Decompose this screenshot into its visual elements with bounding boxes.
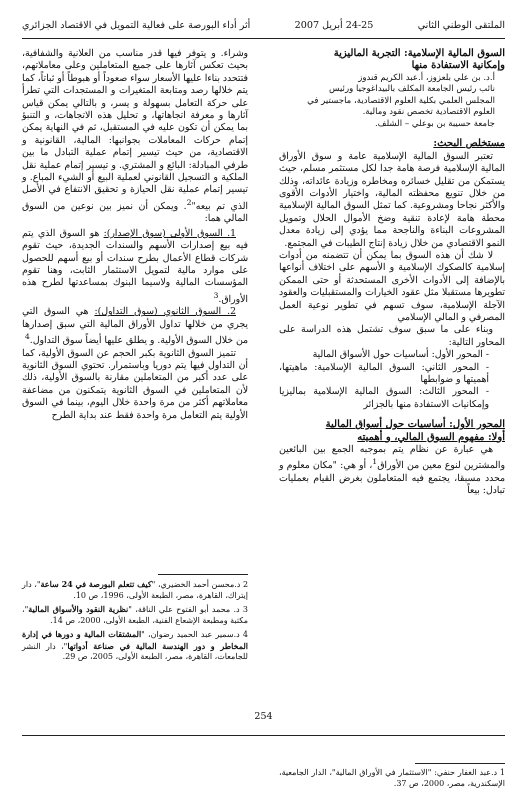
footnote-4-title: المشتقات المالية و دورها في إدارة المخاطر و دور الهندسة المالية في صناعة أدواتها [22,629,248,651]
author-role-2: المجلس العلمي بكلية العلوم الاقتصادية، ماجستير في [307,95,495,106]
footnote-3-title: نظرية النقود والأسواق المالية [28,604,129,614]
footnote-2 [22,579,248,601]
left-column [22,48,249,661]
footnote-4-c: "، دار النشر للجامعات، القاهرة، مصر، الطبعة الأولى، 2005، ص 29. [22,641,248,661]
axis-item-1: - المحور الأول: أساسيات حول الأسواق المالية [312,349,489,361]
section-1-text-a: هي عبارة عن نظام يتم بموجبه الجمع بين البائعين والمشترين لنوع معين من الأوراق [279,444,506,472]
section-1-paragraph [279,444,505,498]
abstract-paragraph-3: وبناء على ما سبق سوف تشتمل هذه الدراسة على المحاور التالية: [279,324,505,348]
article-subtitle: وإمكانية الاستفادة منها [411,60,505,72]
market-type-2-text: هي السوق التي يجري من خلالها تداول الأوراق المالية التي سبق إصدارها من خلال السوق الأولية. و يطلق عليها أيضاً سوق التداول. [22,306,248,347]
header-conference: الملتقى الوطني الثاني [417,20,505,31]
axis-item-3: - المحور الثالث: السوق المالية الإسلامية بماليزيا وإمكانيات الاستفادة منها بالجزائر [279,386,489,410]
footer-divider [22,735,505,736]
market-type-2-label: 2. السوق الثانوي (سوق التداول): [94,306,236,318]
footnote-ref-1: 1 [372,457,378,467]
section-1-subheading: أولا: مفهوم السوق المالي، و أهميته [357,431,505,443]
header-divider [22,38,505,39]
footnote-3-a: 3 د. محمد أبو الفتوح علي الناقة، " [128,605,248,614]
footnote-3 [22,604,248,626]
header-dates: 24-25 أبريل 2007 [294,20,374,31]
left-paragraph-2: تتميز السوق الثانوية بكبر الحجم عن السوق الأولية، كما أن التداول فيها يتم دوريا وباستمرار. تحتوي السوق الثانوية على عدد أكبر من المتعاملين مقارنة بالسوق الأولية، ذلك لأن المتعاملين في السوق الثانوية يتمكنون من مضاعفة معاملاتهم أكثر من مرة واحدة خلال اليوم، بينما في السوق الأولية يتم التعامل مرة واحدة فقط عند بداية الطرح [22,347,248,421]
section-1-heading: المحور الأول: أساسيات حول أسواق المالية [325,419,505,431]
market-type-1-label: 1. السوق الأولى (سوق الإصدار): [103,227,236,239]
running-header [22,20,505,40]
header-topic: أثر أداء البورصة على فعالية التمويل في الاقتصاد الجزائري [22,20,251,31]
footnote-4-a: 4 د.سمير عبد الحميد رضوان، " [141,630,248,639]
author-role-3: العلوم الاقتصادية تخصص نقود ومالية. [362,107,495,118]
market-type-2 [22,306,248,347]
footnote-divider [415,763,505,764]
article-title: السوق المالية الإسلامية: التجربة الماليزية [333,48,505,59]
footnote-2-a: 2 د.محسن أحمد الخضيري، " [151,580,249,589]
author-affiliation: جامعة حسيبة بن بوعلي – الشلف. [374,118,495,129]
footnote-2-title: كيف تتعلم البورصة في 24 ساعة [40,579,152,589]
footnote-2-c: "، دار إيتراك، القاهرة، مصر، الطبعة الأولى، 1996، ص 10. [22,580,248,600]
right-column [279,48,506,788]
footnote-ref-3: 3 [213,290,219,300]
page-number: 254 [254,711,273,722]
author-block [279,73,505,131]
abstract-paragraph-1: تعتبر السوق المالية الإسلامية عامة و سوق الأوراق المالية الإسلامية فرصة هامة جدا لكل مستثمر مسلم، حيث يستمكن من تقليل خسائره ومخاطره وزيادة عائداته، وذلك من خلال تنويع محفظته المالية، واختيار الأدوات الأقوى والأكثر نجاحا ومشروعية. كما تمثل السوق المالية الإسلامية محطة هامة لإعادة تنقية وضخ الأموال الحلال وتمويل المشروعات البناءة والناجحة مما يؤدي إلى زيادة معدل النمو الاقتصادي من خلال زيادة إنتاج الطيبات في المجتمع. [279,150,505,249]
footnote-3-c: "، مكتبة ومطبعة الإشعاع الفنية، الطبعة الأولى، 2000، ص 14. [22,605,248,625]
abstract-heading: مستخلص البحث: [433,138,505,150]
right-footnotes [279,753,505,792]
author-role-1: نائب رئيس الجامعة المكلف بالبيداغوجيا ورئيس [329,84,495,95]
market-type-1 [22,228,248,307]
section-1-text-b: ، أو هي: "مكان معلوم و محدد مسبقا، يجتمع فيه المتعاملون بغرض القيام بعمليات تبادل: بيعاً [279,460,505,497]
axes-list [279,349,505,411]
market-type-1-text: هو السوق الذي يتم فيه بيع إصدارات الأسهم والسندات الجديدة، حيث تقوم شركات قطاع الأعمال بطرح سندات أو بيع أسهم للحصول على موارد مالية لتمويل الاستثمار الثابت، وهنا تقوم المؤسسات المالية ولاسيما البنوك بمساعدتها لطرح هذه الأوراق. [22,227,248,305]
author-names: أ.د. بن علي بلعزوز، أ.عبد الكريم قندوز [358,72,495,83]
footnote-divider-left [158,574,248,575]
abstract-paragraph-2: لا شك أن هذه السوق بما يمكن أن تتضمنه من أدوات إسلامية كالصكوك الإسلامية و الأسهم على اختلاف أنواعها بالإضافة إلى الأدوات الأخرى المستحدثة أو حتى الممكن تطويرها مستقبلا مثل عقود الخيارات والمستقبليات والعقود الآجلة الإسلامية، سوف تسهم في تطوير نوعية العمل المصرفي و المالي الإسلامي [279,249,505,323]
left-paragraph-1-end: . ويمكن أن نميز بين نوعين من السوق المالي هما: [22,200,248,225]
left-paragraph-1 [22,48,248,226]
footnote-ref-4: 4 [24,332,30,342]
left-footnotes [22,564,248,666]
footnote-ref-2: 2 [186,197,192,207]
axis-item-2: - المحور الثاني: السوق المالية الإسلامية: ماهيتها، أهميتها و ضوابطها [279,361,489,386]
footnote-4 [22,629,248,663]
left-paragraph-1-text: وشراء. و يتوفر فيها قدر مناسب من العلانية والشفافية، بحيث تعكس آثارها على جميع المتعاملين وعلى معاملاتهم، فتتحدد بناءا عليها الأسعار سواء صعوداً أو هبوطاً أو ثباتاً، كما يتم خلالها رصد ومتابعة المتغيرات و المستجدات التي تطرأ على حركة التعامل بسهولة و يسر، و بالتالي يمكن قياس آثارها و معرفة اتجاهاتها، و تحليل هذه الاتجاهات، و التنبؤ بما يمكن أن تكون عليه في المستقبل، ثم في النهاية يمكن إتمام حركات المعاملات بجوانبها: المالية، القانونية و الاقتصادية، من حيث تيسير إتمام عملية التبادل ما بين طرفي المبادلة: البائع و المشتري. و تيسير إتمام عملية نقل الملكية و التسجيل القانوني لعملية البيع أو الشيء المباع. و تيسير إتمام عملية نقل الحيازة و تحقيق الانتفاع في الأصل الذي تم بيعه" [22,48,249,212]
footnote-1: 1 د.عبد الغفار حنفي: "الاستثمار في الأوراق المالية"، الدار الجامعية، الإسكندرية، مصر، 2000، ص 37. [279,768,505,788]
